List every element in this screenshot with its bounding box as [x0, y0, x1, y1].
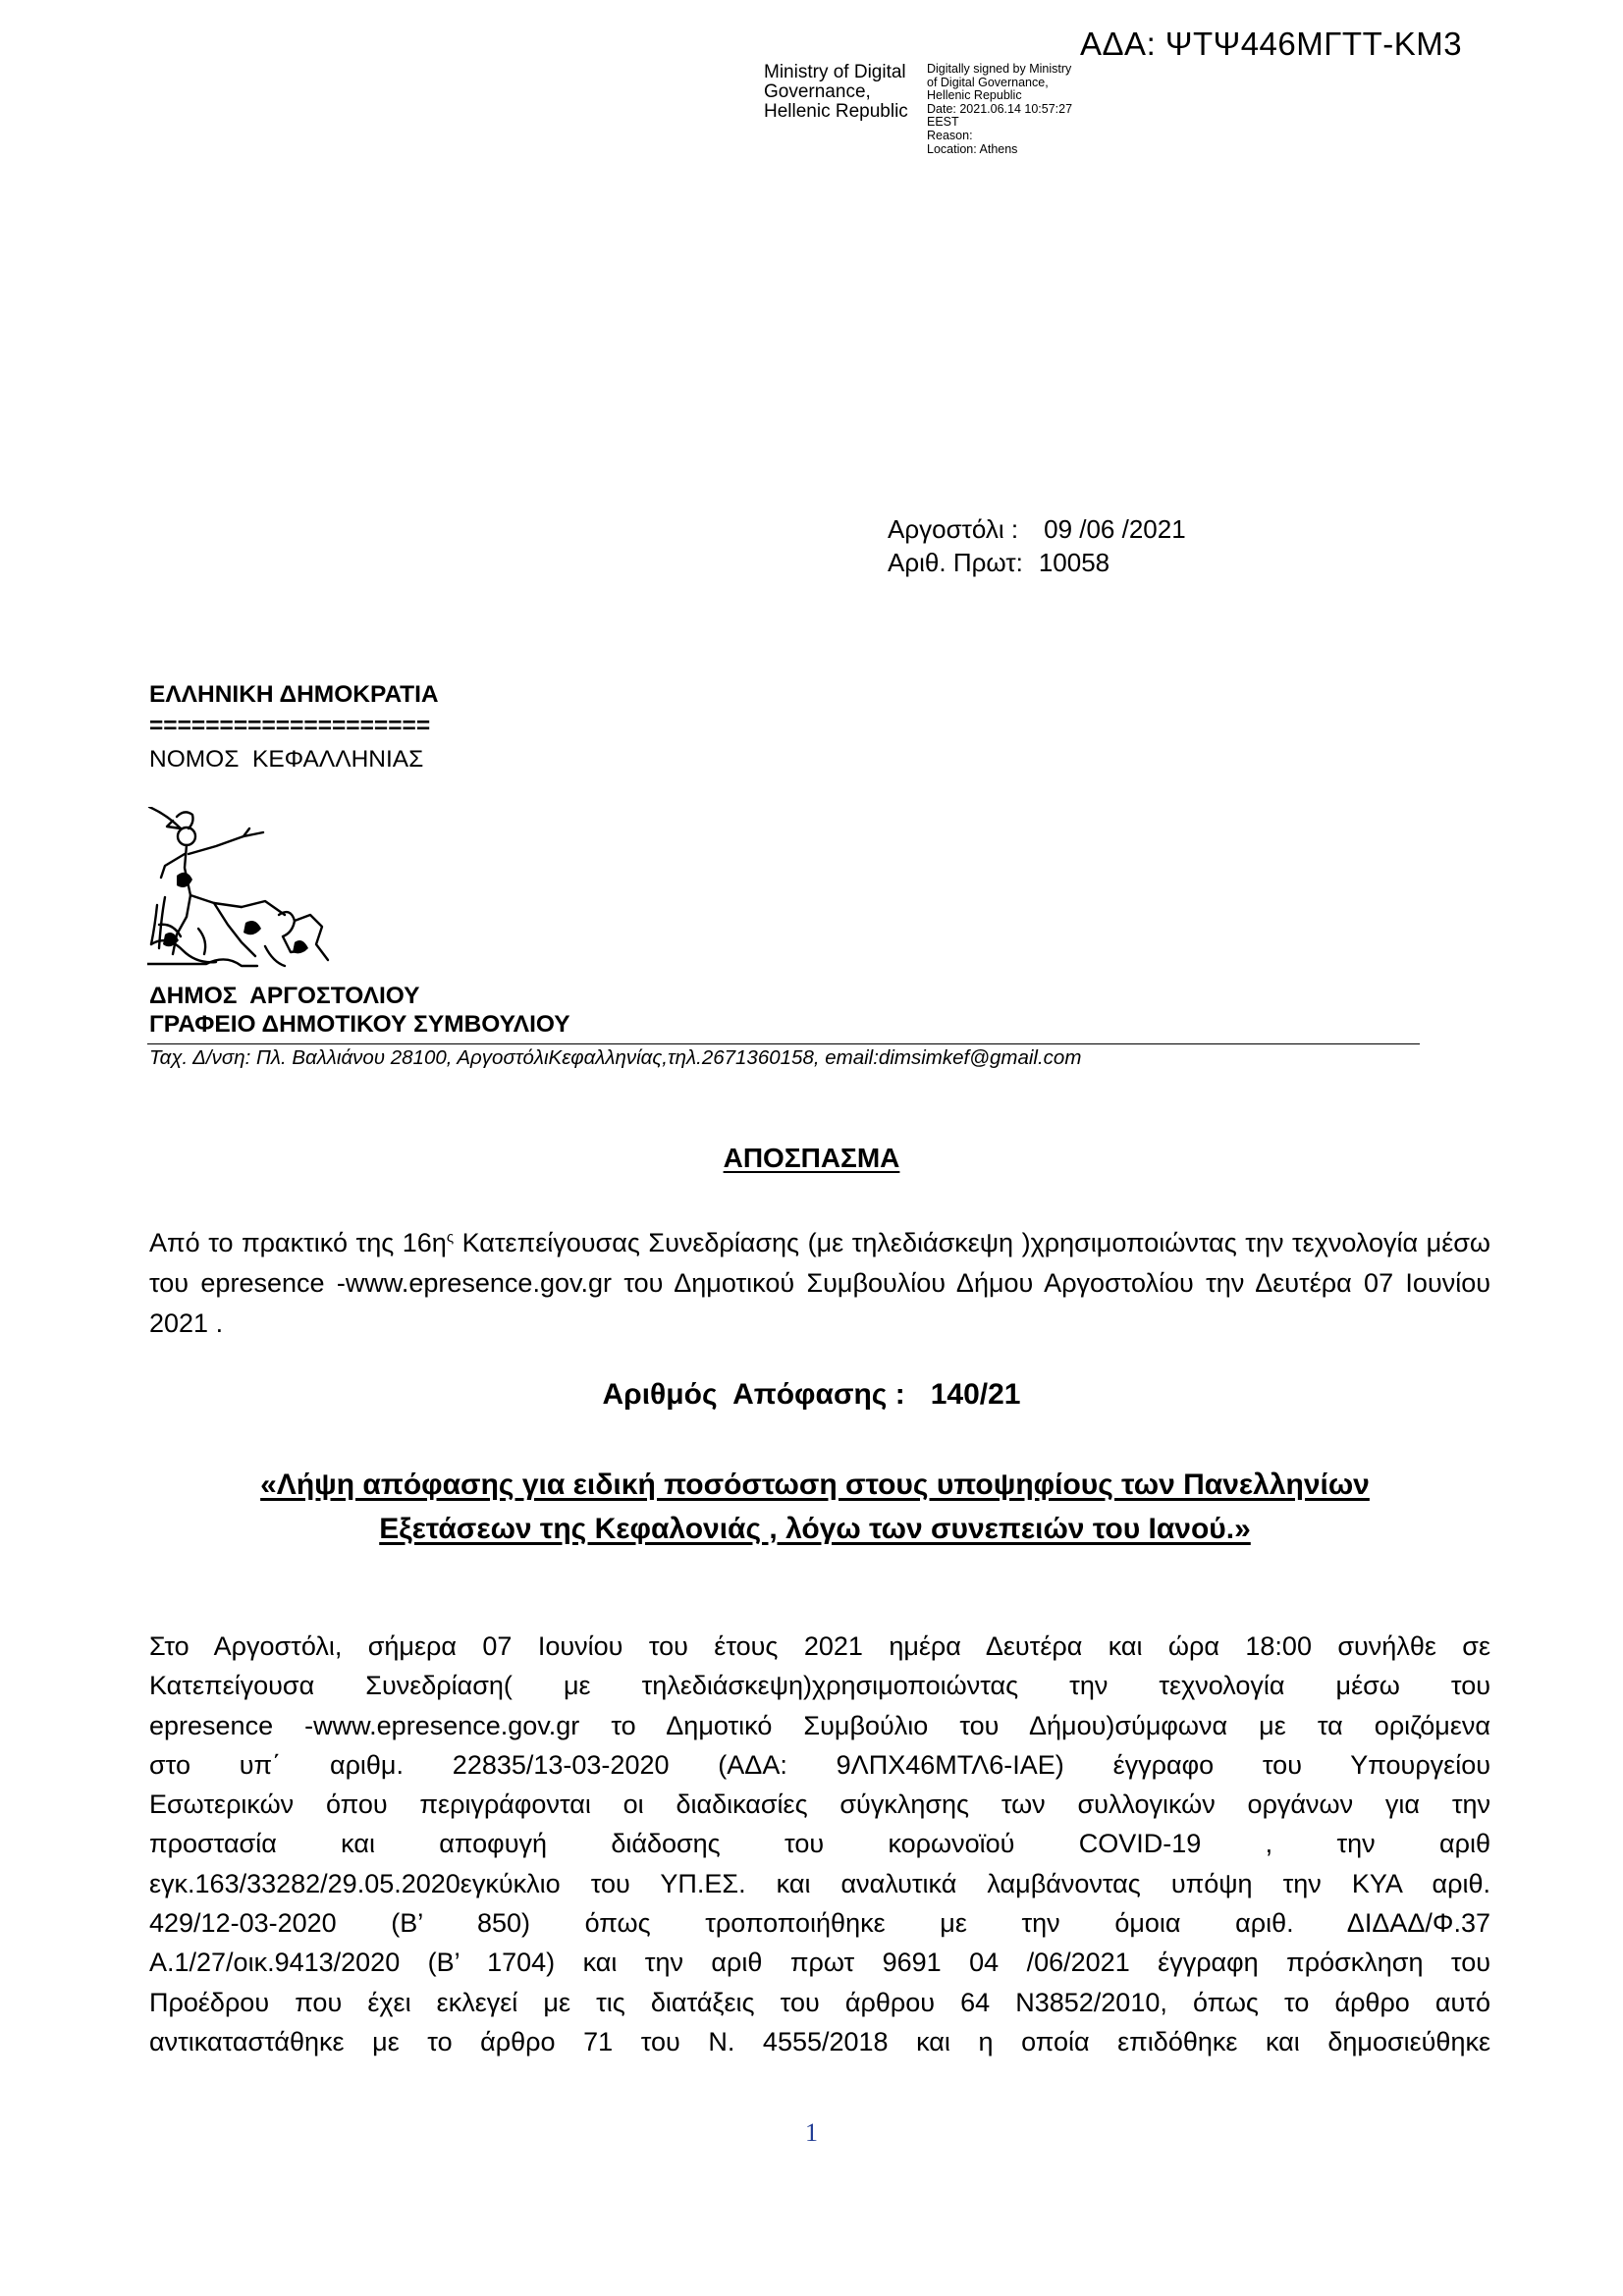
place-label: Αργοστόλι : [888, 514, 1019, 544]
decision-number: 140/21 [930, 1378, 1021, 1411]
signature-issuer-line: Governance, [764, 81, 871, 102]
signature-detail-line: Reason: [927, 128, 973, 142]
document-meta [888, 512, 1186, 579]
intro-paragraph [149, 1217, 1490, 1344]
intro-text-rest: Κατεπείγουσας Συνεδρίασης (με τηλεδιάσκεψη )χρησιμοποιώντας την τεχνολογία μέσω του epresence -www.epresence.gov.gr του Δημοτικού Συμβουλίου Δήμου Αργοστολίου την Δευτέρα 07 Ιουνίου 2021 . [149, 1228, 1490, 1338]
subject-line: Εξετάσεων της Κεφαλονιάς , λόγω των συνεπειών του Ιανού.» [379, 1513, 1251, 1545]
office-heading: ΓΡΑΦΕΙΟ ΔΗΜΟΤΙΚΟΥ ΣΥΜΒΟΥΛΙΟΥ [149, 1011, 570, 1038]
signature-detail-line: Location: Athens [927, 141, 1018, 156]
body-line: epresence -www.epresence.gov.gr το Δημοτικό Συμβούλιο του Δήμου)σύμφωνα με τα οριζόμενα [149, 1710, 1490, 1740]
protocol-label: Αριθ. Πρωτ: [888, 548, 1023, 577]
body-line: στο υπ΄ αριθμ. 22835/13-03-2020 (ΑΔΑ: 9ΛΠΧ46ΜΤΛ6-ΙΑΕ) έγγραφο του Υπουργείου [149, 1749, 1490, 1780]
body-line: Στο Αργοστόλι, σήμερα 07 Ιουνίου του έτους 2021 ημέρα Δευτέρα και ώρα 18:00 συνήλθε σε [149, 1631, 1490, 1661]
ada-code: ΑΔΑ: ΨΤΨ446ΜΓΤΤ-ΚΜ3 [1080, 26, 1463, 62]
contact-address: Ταχ. Δ/νση: Πλ. Βαλλιάνου 28100, ΑργοστόλιΚεφαλληνίας,τηλ.2671360158, email:dimsimkef@gmail.com [149, 1046, 1082, 1069]
intro-superscript: ς [446, 1229, 455, 1246]
municipality-heading: ΔΗΜΟΣ ΑΡΓΟΣΤΟΛΙΟΥ [149, 983, 420, 1009]
signature-detail-line: of Digital Governance, [927, 75, 1049, 89]
page-number: 1 [805, 2118, 818, 2147]
signature-detail-line: Hellenic Republic [927, 88, 1022, 103]
signature-detail-line: Digitally signed by Ministry [927, 62, 1072, 76]
header-divider [147, 1043, 1420, 1044]
signature-detail-line: Date: 2021.06.14 10:57:27 [927, 101, 1073, 116]
signature-issuer [764, 63, 921, 122]
body-line: Εσωτερικών όπου περιγράφονται οι διαδικασίες σύγκλησης των συλλογικών οργάνων για την [149, 1789, 1490, 1820]
heading-separator: ==================== [149, 713, 431, 739]
protocol-row [888, 546, 1186, 579]
decision-subject [157, 1463, 1473, 1551]
prefecture-heading: ΝΟΜΟΣ ΚΕΦΑΛΛΗΝΙΑΣ [149, 746, 424, 773]
body-line: προστασία και αποφυγή διάδοσης του κορωνοϊού COVID-19 , την αριθ [149, 1829, 1490, 1859]
republic-heading: ΕΛΛΗΝΙΚΗ ΔΗΜΟΚΡΑΤΙΑ [149, 681, 439, 708]
signature-detail-line: EEST [927, 115, 959, 130]
decision-label: Αριθμός Απόφασης : [602, 1378, 905, 1411]
body-line: Κατεπείγουσα Συνεδρίαση( με τηλεδιάσκεψη)χρησιμοποιώντας την τεχνολογία μέσω του [149, 1671, 1490, 1701]
intro-text-start: Από το πρακτικό της 16η [149, 1228, 447, 1257]
body-line: αντικαταστάθηκε με το άρθρο 71 του Ν. 4555/2018 και η οποία επιδόθηκε και δημοσιεύθηκε [149, 2026, 1490, 2056]
subject-line: «Λήψη απόφασης για ειδική ποσόστωση στους υποψηφίους των Πανελληνίων [260, 1468, 1370, 1501]
document-title: ΑΠΟΣΠΑΣΜΑ [723, 1143, 900, 1173]
body-line: Προέδρου που έχει εκλεγεί με τις διατάξεις του άρθρου 64 Ν3852/2010, όπως το άρθρο αυτό [149, 1987, 1490, 2017]
body-line: Α.1/27/οικ.9413/2020 (Β’ 1704) και την αριθ πρωτ 9691 04 /06/2021 έγγραφη πρόσκληση του [149, 1948, 1490, 1978]
signature-issuer-line: Hellenic Republic [764, 101, 908, 122]
body-paragraph [149, 1627, 1490, 2061]
body-line: 429/12-03-2020 (Β’ 850) όπως τροποποιήθηκε με την όμοια αριθ. ΔΙΔΑΔ/Φ.37 [149, 1908, 1490, 1939]
date-row [888, 512, 1186, 546]
document-date: 09 /06 /2021 [1044, 514, 1186, 544]
body-line: εγκ.163/33282/29.05.2020εγκύκλιο του ΥΠ.ΕΣ. και αναλυτικά λαμβάνοντας υπόψη την ΚΥΑ αριθ. [149, 1868, 1490, 1898]
signature-details [927, 63, 1072, 156]
protocol-number: 10058 [1038, 548, 1110, 577]
decision-number-heading [0, 1378, 1623, 1412]
municipality-emblem-icon [147, 807, 334, 972]
signature-issuer-line: Ministry of Digital [764, 62, 906, 82]
